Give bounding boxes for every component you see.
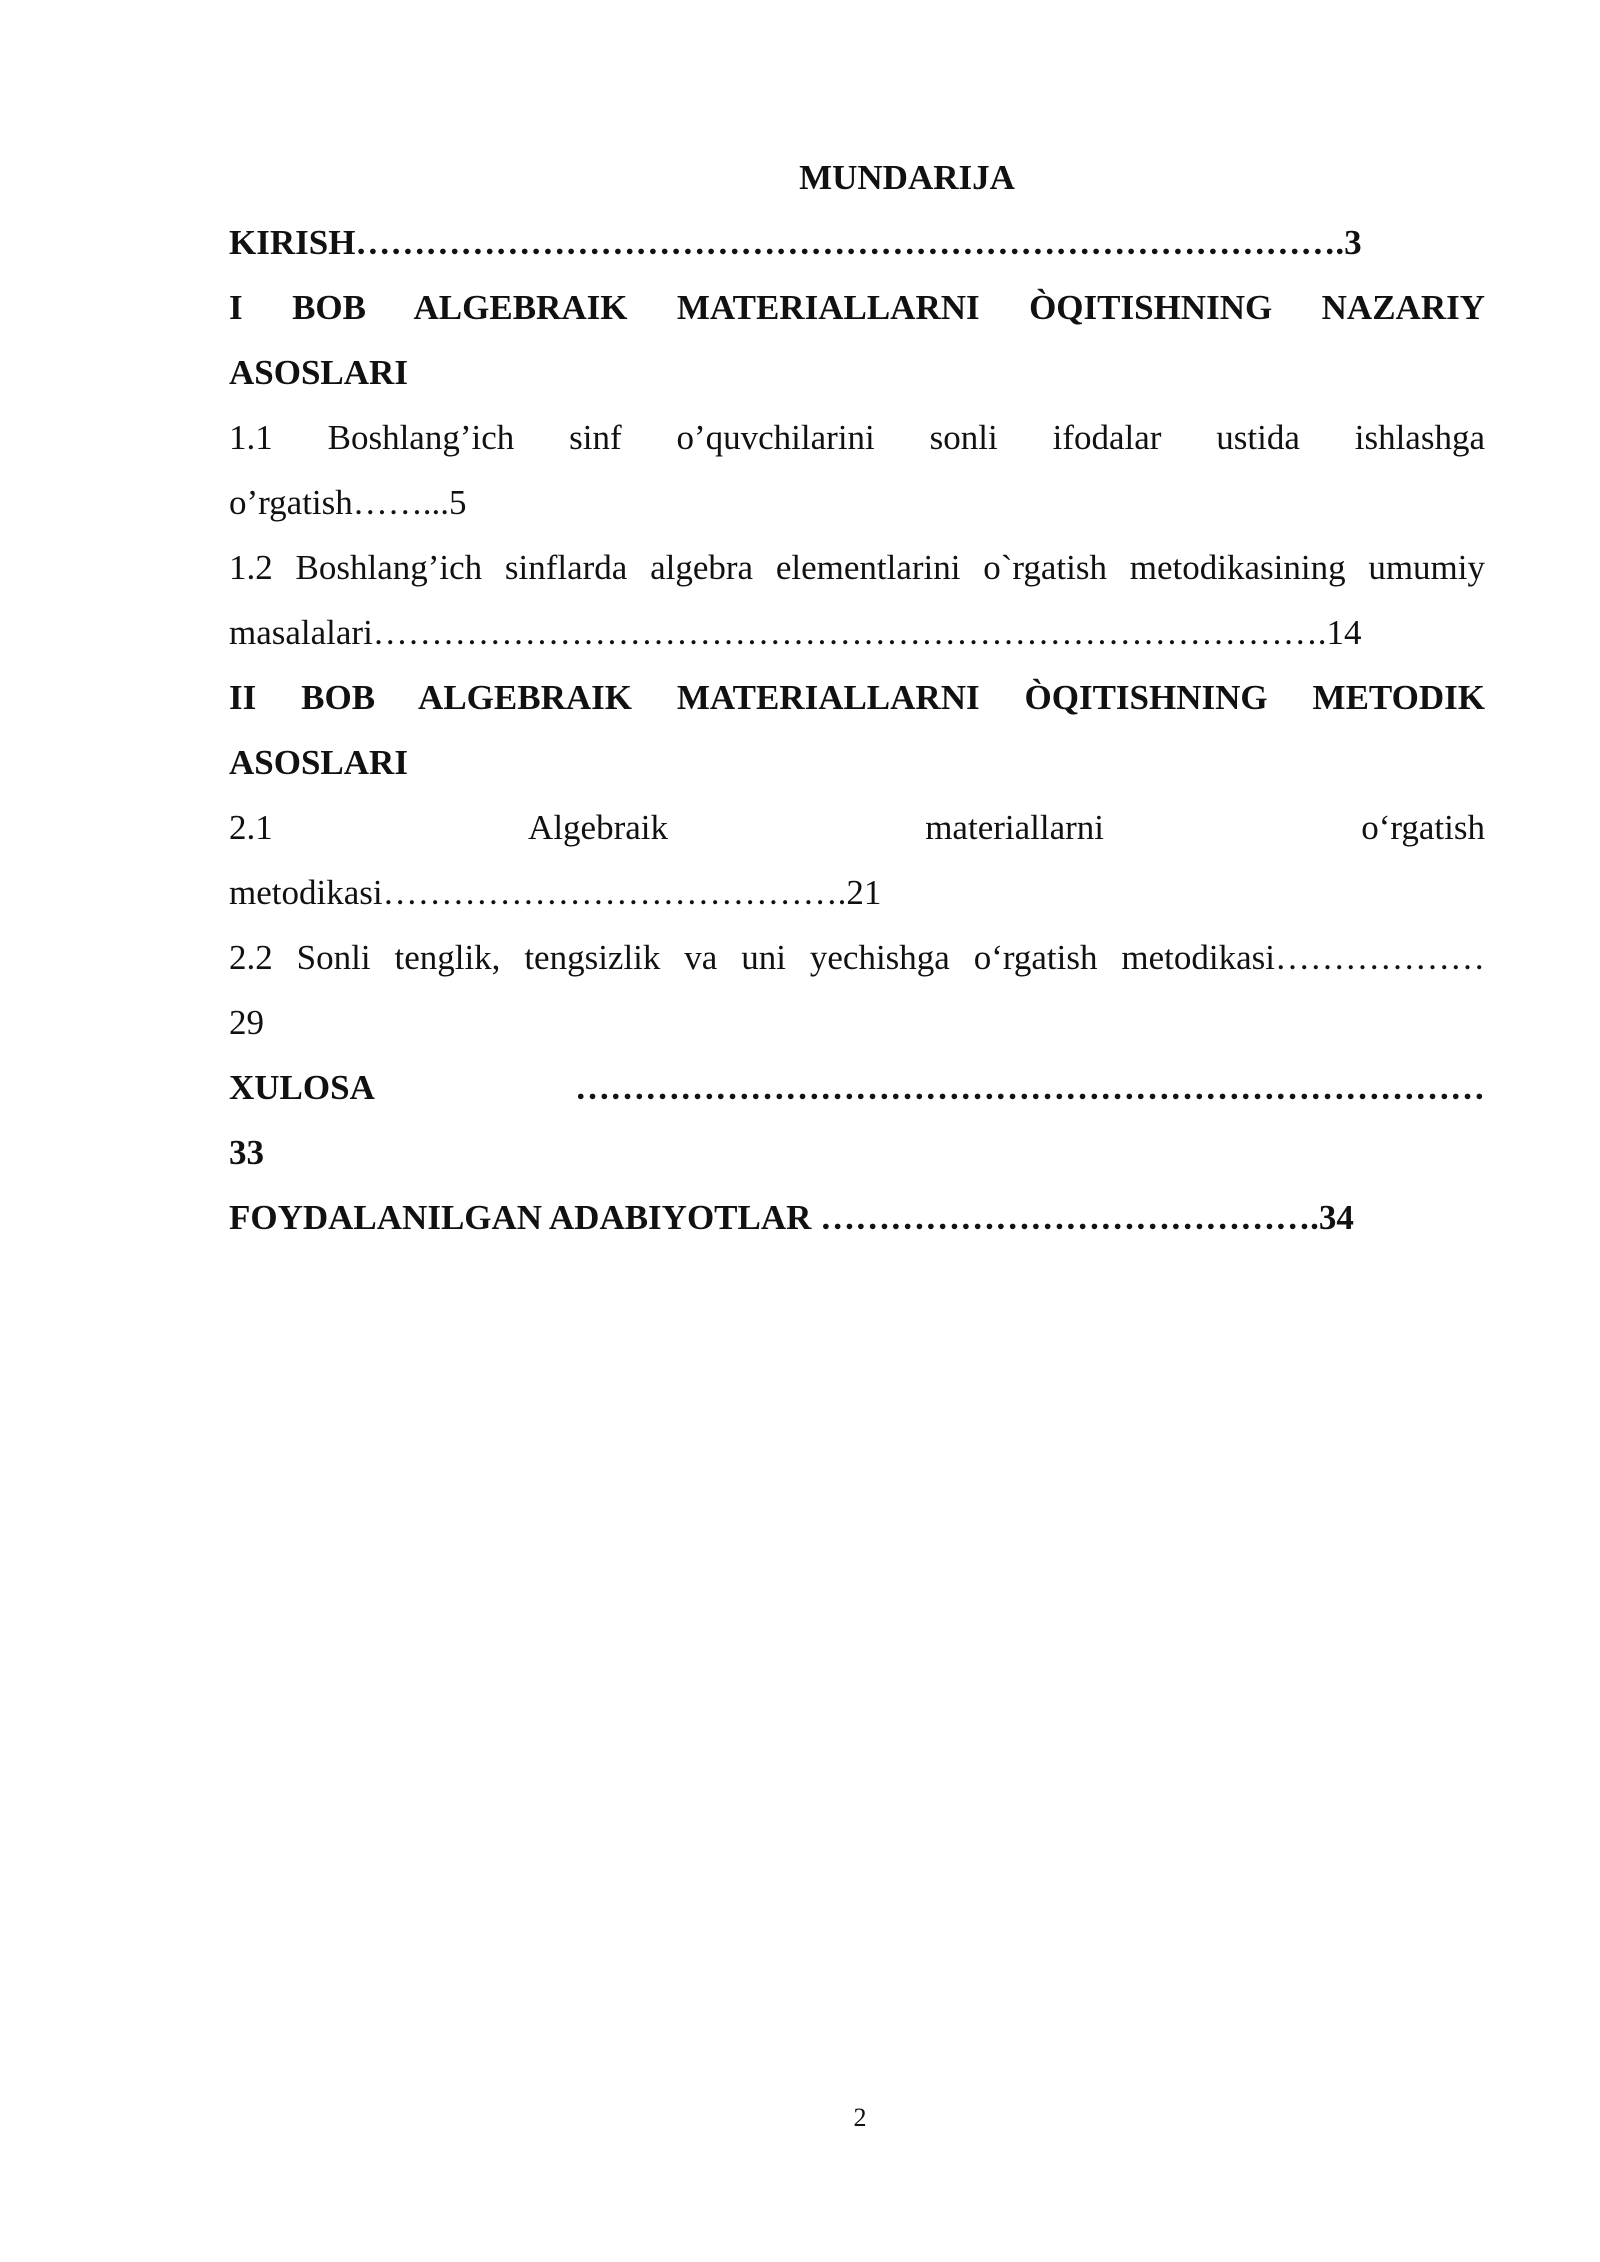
toc-entry-line: I BOB ALGEBRAIK MATERIALLARNI ÒQITISHNING NAZARIY <box>229 288 1485 327</box>
toc-entry-line: ASOSLARI <box>229 743 408 782</box>
toc-entry-chapter-1[interactable] <box>229 275 1485 405</box>
toc-entry-2-1[interactable] <box>229 795 1485 925</box>
toc-entry-line: 1.1 Boshlang’ich sinf o’quvchilarini sonli ifodalar ustida ishlashga <box>229 418 1485 457</box>
toc-entry-1-1[interactable] <box>229 405 1485 535</box>
toc-entry-line: KIRISH………………………………………………………………………….3 <box>229 223 1362 262</box>
toc-entry-line: II BOB ALGEBRAIK MATERIALLARNI ÒQITISHNING METODIK <box>229 678 1485 717</box>
toc-entry-line: 2.2 Sonli tenglik, tengsizlik va uni yechishga o‘rgatish metodikasi……………… <box>229 938 1485 977</box>
toc-entry-references[interactable] <box>229 1185 1485 1250</box>
toc-entry-2-2[interactable] <box>229 925 1485 1055</box>
page-number: 2 <box>853 2103 867 2132</box>
toc-entry-line: 1.2 Boshlang’ich sinflarda algebra elementlarini o`rgatish metodikasining umumiy <box>229 548 1485 587</box>
toc-entry-xulosa[interactable] <box>229 1055 1485 1185</box>
toc-entry-line: 29 <box>229 1003 264 1042</box>
toc-entry-line: XULOSA …………………………………………………………………… <box>229 1068 1485 1107</box>
toc-title: MUNDARIJA <box>799 158 1015 197</box>
toc-entry-line: masalalari……………………………………………………………………….14 <box>229 613 1362 652</box>
toc-entry-line: 2.1 Algebraik materiallarni o‘rgatish <box>229 808 1485 847</box>
table-of-contents <box>229 145 1485 1250</box>
toc-entry-line: 33 <box>229 1133 264 1172</box>
toc-entry-line: FOYDALANILGAN ADABIYOTLAR …………………………………….34 <box>229 1198 1354 1237</box>
toc-entry-kirish[interactable] <box>229 210 1485 275</box>
toc-entry-line: ASOSLARI <box>229 353 408 392</box>
toc-entry-line: metodikasi………………………………….21 <box>229 873 882 912</box>
toc-entry-1-2[interactable] <box>229 535 1485 665</box>
toc-entry-line: o’rgatish……...5 <box>229 483 467 522</box>
toc-entry-chapter-2[interactable] <box>229 665 1485 795</box>
